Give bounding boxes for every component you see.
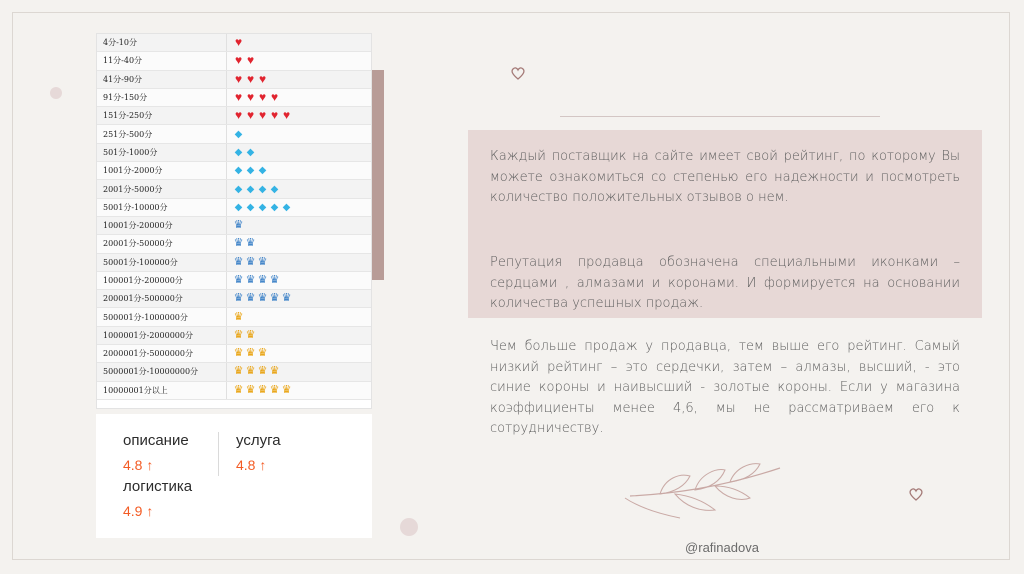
rating-row [97, 71, 371, 89]
rating-row [97, 144, 371, 162]
rating-icons [227, 71, 268, 88]
score-card [96, 414, 372, 538]
gold-crown-icon: ♛ [245, 347, 256, 360]
blue-crown-icon: ♛ [233, 237, 244, 250]
rating-range: 100001分-200000分 [97, 272, 227, 289]
rating-row [97, 272, 371, 290]
blue-crown-icon: ♛ [269, 274, 280, 286]
diamond-icon: ◆ [246, 146, 255, 158]
score-description-value: 4.8 ↑ [123, 457, 154, 473]
heart-icon: ♥ [270, 90, 279, 105]
rating-range: 2001分-5000分 [97, 180, 227, 197]
blue-crown-icon: ♛ [281, 292, 292, 305]
rating-row [97, 235, 371, 253]
rating-icons [227, 34, 244, 51]
heart-outline-icon [907, 485, 925, 503]
blue-crown-icon: ♛ [245, 274, 256, 286]
blue-crown-icon: ♛ [257, 274, 268, 286]
blue-crown-icon: ♛ [269, 292, 280, 305]
rating-range: 1001分-2000分 [97, 162, 227, 179]
heart-icon: ♥ [246, 53, 255, 68]
diamond-icon: ◆ [258, 165, 267, 177]
gold-crown-icon: ♛ [257, 383, 268, 396]
heart-icon: ♥ [258, 108, 267, 123]
rating-row [97, 125, 371, 143]
rating-icons [227, 162, 268, 179]
score-logistics-value: 4.9 ↑ [123, 503, 154, 519]
rating-icons [227, 382, 292, 399]
blue-crown-icon: ♛ [245, 292, 256, 305]
rating-icons [227, 308, 244, 325]
heart-icon: ♥ [234, 71, 243, 86]
rating-row [97, 345, 371, 363]
heart-icon: ♥ [234, 35, 243, 50]
leaf-branch-icon [620, 458, 790, 528]
gold-crown-icon: ♛ [233, 365, 244, 378]
rating-row [97, 107, 371, 125]
blue-crown-icon: ♛ [245, 237, 256, 250]
diamond-icon: ◆ [234, 165, 243, 177]
rating-range: 20001分-50000分 [97, 235, 227, 252]
rating-row [97, 363, 371, 381]
gold-crown-icon: ♛ [233, 310, 244, 323]
score-description [123, 432, 189, 473]
rating-row [97, 308, 371, 326]
diamond-icon: ◆ [258, 201, 267, 213]
rating-icons [227, 125, 244, 142]
gold-crown-icon: ♛ [281, 383, 292, 396]
gold-crown-icon: ♛ [245, 365, 256, 378]
rating-row [97, 34, 371, 52]
rating-row [97, 180, 371, 198]
paragraph-reputation: Репутация продавца обозначена специальными иконками – сердцами , алмазами и коронами. И формируется на основании количества успешных продаж. [490, 255, 960, 311]
rating-range: 41分-90分 [97, 71, 227, 88]
gold-crown-icon: ♛ [269, 383, 280, 396]
blue-crown-icon: ♛ [257, 292, 268, 305]
score-service [236, 432, 281, 473]
diamond-icon: ◆ [258, 183, 267, 195]
diamond-icon: ◆ [270, 183, 279, 195]
rating-range: 5001分-10000分 [97, 199, 227, 216]
score-logistics-label: логистика [123, 478, 193, 495]
diamond-icon: ◆ [246, 183, 255, 195]
score-logistics [123, 478, 192, 519]
rating-icons [227, 290, 292, 307]
rating-row [97, 290, 371, 308]
rating-range: 501分-1000分 [97, 144, 227, 161]
gold-crown-icon: ♛ [233, 328, 244, 341]
rating-icons [227, 144, 256, 161]
gold-crown-icon: ♛ [233, 383, 244, 396]
gold-crown-icon: ♛ [257, 365, 268, 378]
rating-icons [227, 52, 256, 69]
rating-icons [227, 89, 280, 106]
rating-row [97, 52, 371, 70]
heart-icon: ♥ [258, 90, 267, 105]
diamond-icon: ◆ [234, 146, 243, 158]
blue-crown-icon: ♛ [257, 255, 268, 268]
score-service-value: 4.8 ↑ [236, 457, 267, 473]
rating-icons [227, 327, 256, 344]
gold-crown-icon: ♛ [257, 347, 268, 360]
diamond-icon: ◆ [234, 201, 243, 213]
decor-dot [400, 518, 418, 536]
rating-row [97, 217, 371, 235]
rating-range: 2000001分-5000000分 [97, 345, 227, 362]
decor-dot [50, 87, 62, 99]
rating-icons [227, 199, 292, 216]
blue-crown-icon: ♛ [233, 255, 244, 268]
diamond-icon: ◆ [270, 201, 279, 213]
rating-row [97, 199, 371, 217]
rating-icons [227, 272, 280, 289]
rating-range: 10001分-20000分 [97, 217, 227, 234]
heart-icon: ♥ [258, 71, 267, 86]
signature: @rafinadova [685, 540, 759, 555]
score-divider [218, 432, 219, 476]
rating-range: 11分-40分 [97, 52, 227, 69]
rating-icons [227, 217, 244, 234]
diamond-icon: ◆ [234, 128, 243, 140]
rating-range: 251分-500分 [97, 125, 227, 142]
rating-icons [227, 180, 280, 197]
gold-crown-icon: ♛ [245, 328, 256, 341]
blue-crown-icon: ♛ [233, 292, 244, 305]
rating-range: 500001分-1000000分 [97, 308, 227, 325]
score-description-label: описание [123, 432, 189, 449]
diamond-icon: ◆ [282, 201, 291, 213]
gold-crown-icon: ♛ [269, 365, 280, 378]
rating-icons [227, 235, 256, 252]
rating-range: 91分-150分 [97, 89, 227, 106]
rating-icons [227, 107, 292, 124]
rating-range: 4分-10分 [97, 34, 227, 51]
rating-range: 5000001分-10000000分 [97, 363, 227, 380]
rating-range: 151分-250分 [97, 107, 227, 124]
gold-crown-icon: ♛ [233, 347, 244, 360]
paragraph-rating: Каждый поставщик на сайте имеет свой рейтинг, по которому Вы можете ознакомиться со степенью его надежности и посмотреть количество положительных отзывов о нем. [490, 149, 960, 205]
score-service-label: услуга [236, 432, 281, 449]
heart-icon: ♥ [234, 90, 243, 105]
heart-icon: ♥ [282, 108, 291, 123]
heart-icon: ♥ [246, 108, 255, 123]
heart-outline-icon [509, 64, 527, 82]
rating-range: 50001分-100000分 [97, 254, 227, 271]
heart-icon: ♥ [246, 71, 255, 86]
rating-icons [227, 345, 268, 362]
paragraph-sales: Чем больше продаж у продавца, тем выше его рейтинг. Самый низкий рейтинг – это сердечки, затем – алмазы, высший, - это синие короны и наивысший - золотые короны. Если у магазина коэффициенты менее 4,6, мы не рассматриваем его к сотрудничеству. [490, 339, 960, 436]
rating-row [97, 254, 371, 272]
rating-range: 200001分-500000分 [97, 290, 227, 307]
blue-crown-icon: ♛ [245, 255, 256, 268]
rating-range: 10000001分以上 [97, 382, 227, 399]
rating-icons [227, 254, 268, 271]
heart-icon: ♥ [234, 53, 243, 68]
rating-icons [227, 363, 280, 380]
diamond-icon: ◆ [234, 183, 243, 195]
rating-range: 1000001分-2000000分 [97, 327, 227, 344]
decor-line [560, 116, 880, 117]
heart-icon: ♥ [270, 108, 279, 123]
accent-bar [370, 70, 384, 280]
diamond-icon: ◆ [246, 201, 255, 213]
gold-crown-icon: ♛ [245, 383, 256, 396]
rating-row [97, 327, 371, 345]
blue-crown-icon: ♛ [233, 274, 244, 286]
rating-row [97, 382, 371, 400]
heart-icon: ♥ [234, 108, 243, 123]
rating-row [97, 89, 371, 107]
heart-icon: ♥ [246, 90, 255, 105]
rating-table [96, 33, 372, 409]
blue-crown-icon: ♛ [233, 219, 244, 232]
diamond-icon: ◆ [246, 165, 255, 177]
rating-row [97, 162, 371, 180]
